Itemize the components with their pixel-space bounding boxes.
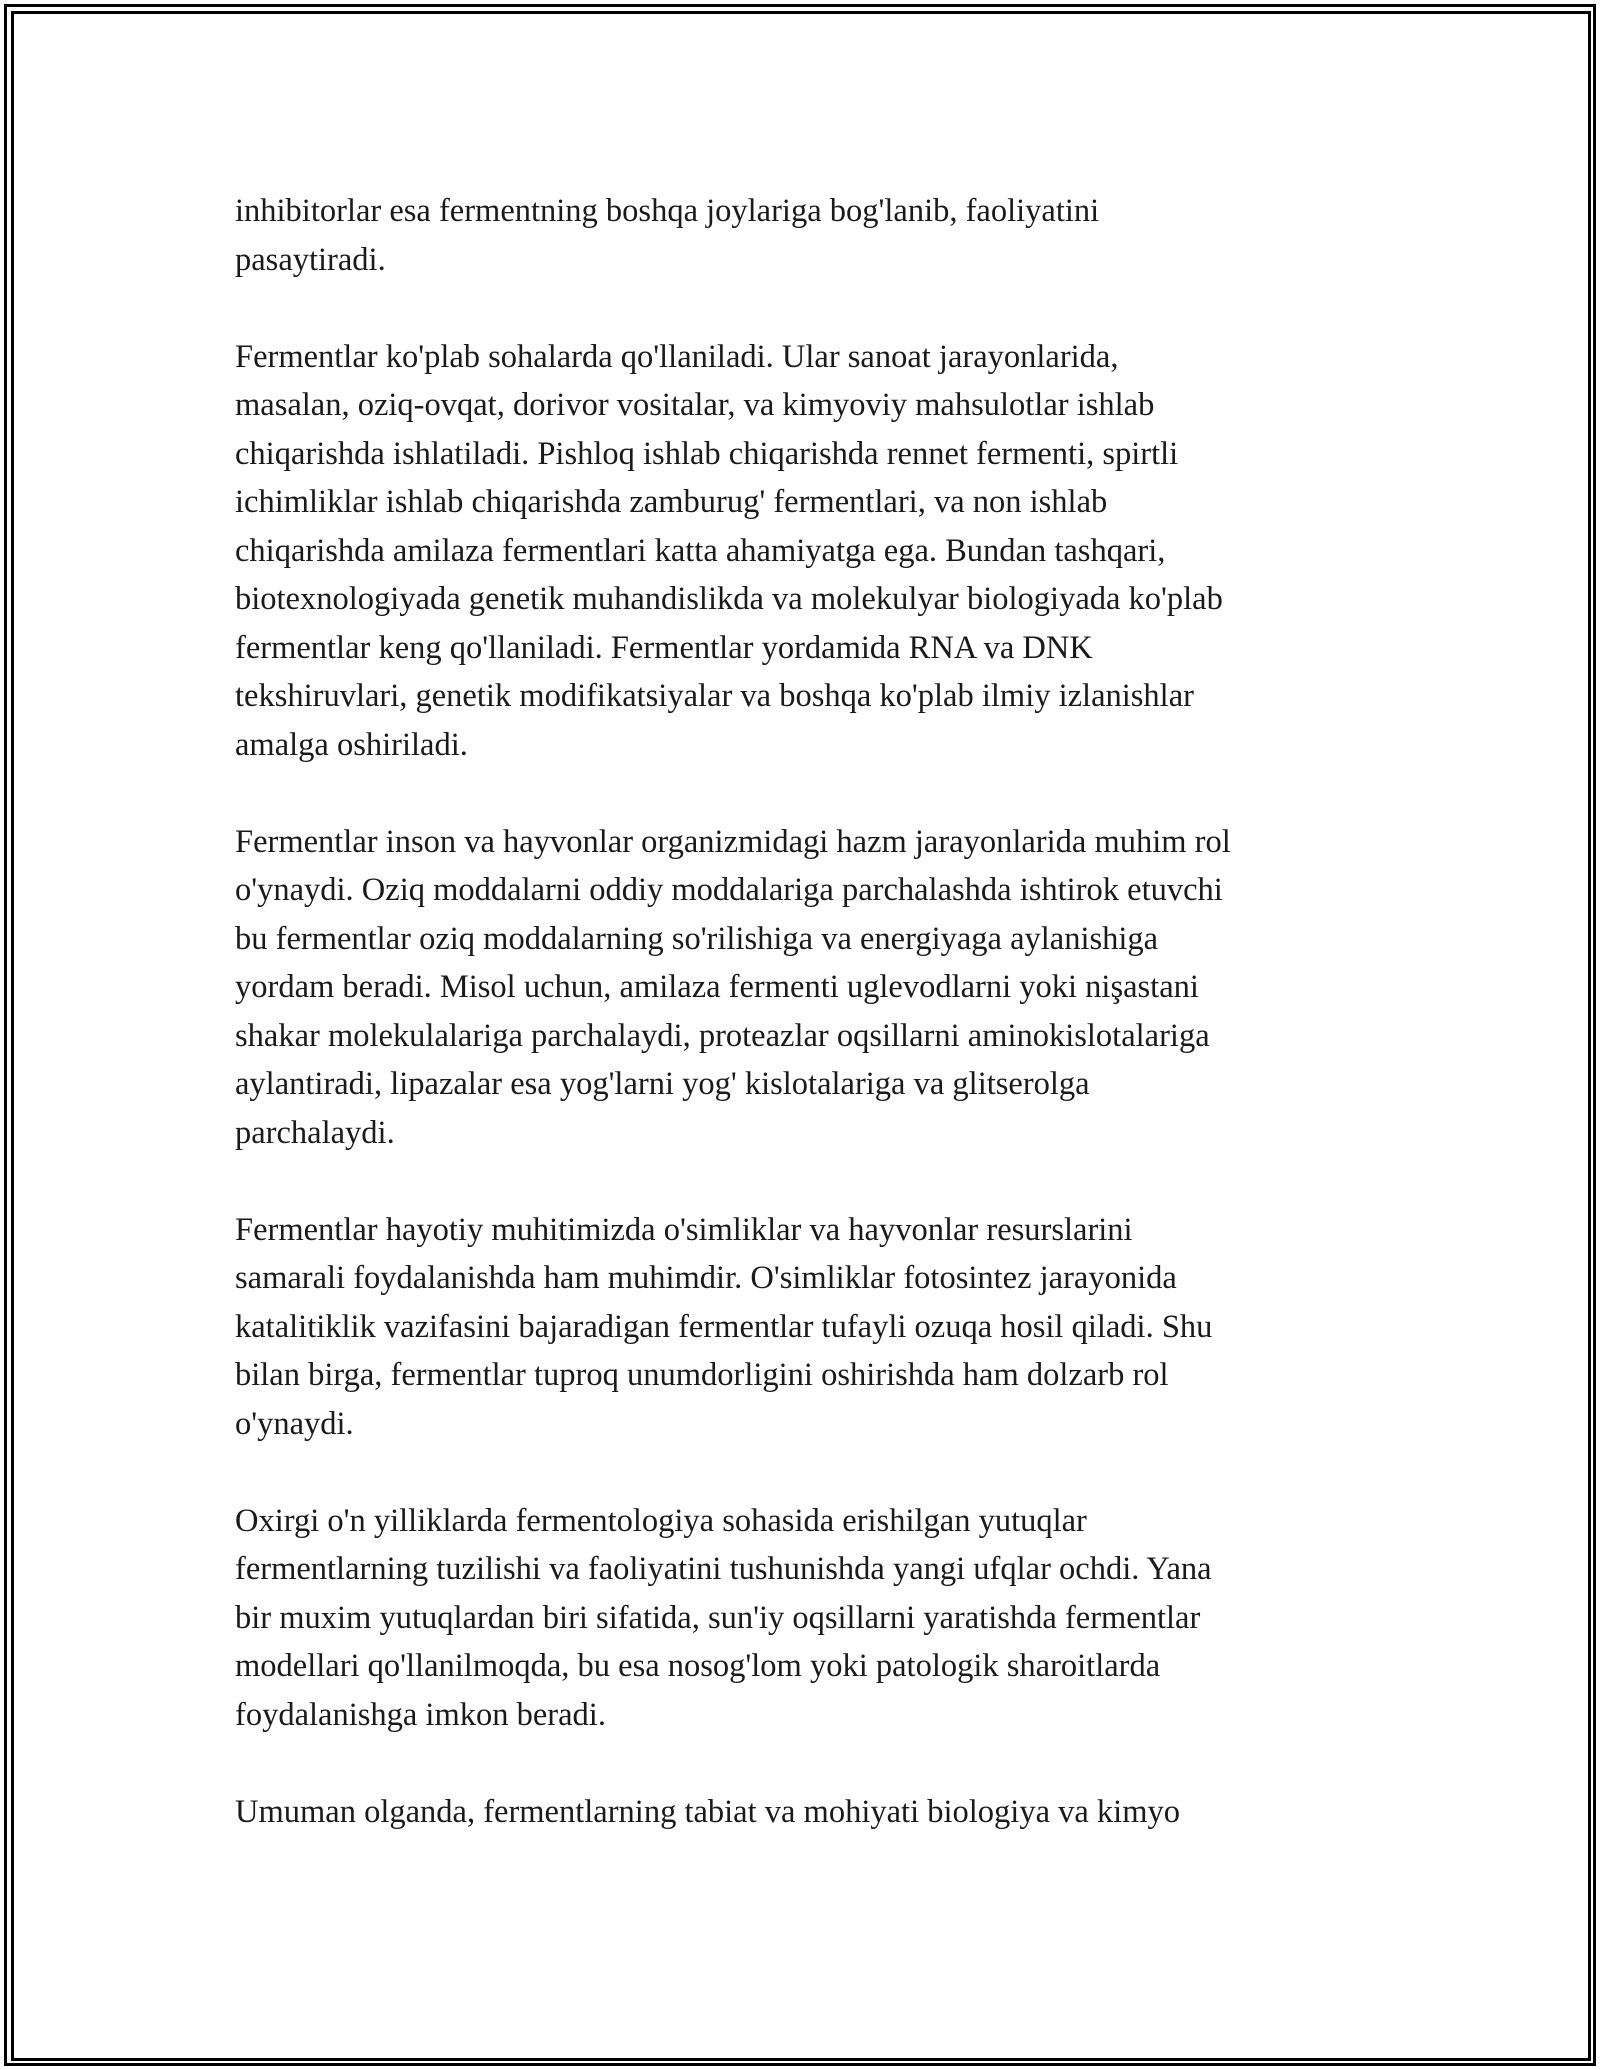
- text-line: fermentlar keng qo'llaniladi. Fermentlar yordamida RNA va DNK: [235, 629, 1093, 666]
- text-line: biotexnologiyada genetik muhandislikda va molekulyar biologiyada ko'plab: [235, 581, 1223, 617]
- paragraph: [235, 818, 1375, 1158]
- text-line: fermentlarning tuzilishi va faoliyatini tushunishda yangi ufqlar ochdi. Yana: [235, 1551, 1212, 1587]
- text-line: masalan, oziq-ovqat, dorivor vositalar, va kimyoviy mahsulotlar ishlab: [235, 387, 1155, 423]
- text-line: samarali foydalanishda ham muhimdir. O'simliklar fotosintez jarayonida: [235, 1260, 1177, 1296]
- text-line: Umuman olganda, fermentlarning tabiat va mohiyati biologiya va kimyo: [235, 1793, 1180, 1830]
- text-line: modellari qo'llanilmoqda, bu esa nosog'lom yoki patologik sharoitlarda: [235, 1648, 1161, 1684]
- text-line: katalitiklik vazifasini bajaradigan fermentlar tufayli ozuqa hosil qiladi. Shu: [235, 1308, 1213, 1345]
- text-line: tekshiruvlari, genetik modifikatsiyalar va boshqa ko'plab ilmiy izlanishlar: [235, 678, 1194, 714]
- text-line: Fermentlar ko'plab sohalarda qo'llaniladi. Ular sanoat jarayonlarida,: [235, 338, 1119, 375]
- text-line: Oxirgi o'n yilliklarda fermentologiya sohasida erishilgan yutuqlar: [235, 1502, 1087, 1539]
- text-line: aylantiradi, lipazalar esa yog'larni yog' kislotalariga va glitserolga: [235, 1066, 1090, 1102]
- text-line: foydalanishga imkon beradi.: [235, 1696, 606, 1733]
- text-line: amalga oshiriladi.: [235, 726, 468, 763]
- text-line: parchalaydi.: [235, 1114, 395, 1151]
- text-line: o'ynaydi. Oziq moddalarni oddiy moddalariga parchalashda ishtirok etuvchi: [235, 872, 1223, 908]
- paragraph: [235, 1206, 1375, 1449]
- text-line: Fermentlar hayotiy muhitimizda o'simliklar va hayvonlar resurslarini: [235, 1211, 1133, 1248]
- paragraph: [235, 1497, 1375, 1740]
- text-line: chiqarishda ishlatiladi. Pishloq ishlab chiqarishda rennet fermenti, spirtli: [235, 435, 1179, 472]
- text-line: Fermentlar inson va hayvonlar organizmidagi hazm jarayonlarida muhim rol: [235, 823, 1231, 860]
- text-line: o'ynaydi.: [235, 1405, 354, 1442]
- text-line: chiqarishda amilaza fermentlari katta ahamiyatga ega. Bundan tashqari,: [235, 532, 1166, 569]
- paragraph: [235, 1788, 1375, 1837]
- text-line: bir muxim yutuqlardan biri sifatida, sun'iy oqsillarni yaratishda fermentlar: [235, 1599, 1201, 1636]
- paragraph: [235, 187, 1375, 284]
- paragraph: [235, 333, 1375, 770]
- text-line: ichimliklar ishlab chiqarishda zamburug' fermentlari, va non ishlab: [235, 484, 1108, 520]
- document-body: [235, 187, 1375, 1836]
- text-line: bilan birga, fermentlar tuproq unumdorligini oshirishda ham dolzarb rol: [235, 1357, 1169, 1393]
- text-line: bu fermentlar oziq moddalarning so'rilishiga va energiyaga aylanishiga: [235, 920, 1159, 957]
- text-line: inhibitorlar esa fermentning boshqa joylariga bog'lanib, faoliyatini: [235, 193, 1100, 229]
- text-line: shakar molekulalariga parchalaydi, proteazlar oqsillarni aminokislotalariga: [235, 1017, 1210, 1054]
- text-line: pasaytiradi.: [235, 241, 386, 278]
- text-line: yordam beradi. Misol uchun, amilaza fermenti uglevodlarni yoki nişastani: [235, 969, 1199, 1005]
